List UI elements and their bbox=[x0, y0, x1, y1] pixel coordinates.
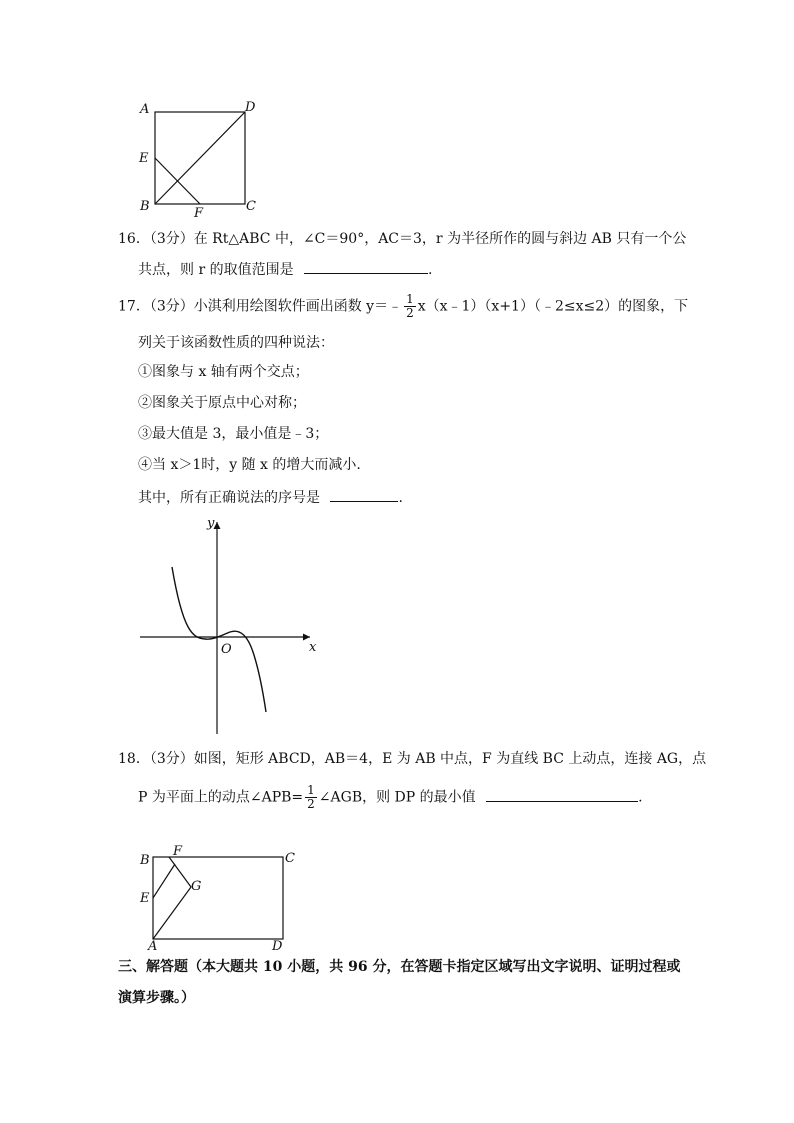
q17-text-1a: 小淇利用绘图软件画出函数 y＝﹣ bbox=[193, 298, 403, 315]
section3-text-1: 三、解答题（本大题共 10 小题，共 96 分，在答题卡指定区域写出文字说明、证明过程或 bbox=[118, 959, 681, 975]
q18-frac-num: 1 bbox=[307, 783, 315, 797]
q17-fraction bbox=[404, 293, 416, 320]
q17-period: . bbox=[398, 490, 403, 506]
label-b: B bbox=[140, 853, 150, 868]
figure-rectangle-abcd bbox=[135, 842, 305, 954]
q18-answer-blank[interactable] bbox=[486, 787, 638, 802]
q17-text-1b: x（x﹣1）（x+1）（﹣2≤x≤2）的图象，下 bbox=[417, 298, 689, 315]
q16-period: . bbox=[428, 262, 433, 278]
q17-number: 17．（3分） bbox=[118, 298, 194, 315]
figure-cubic-graph bbox=[135, 512, 335, 742]
q16-text-2: 共点，则 r 的取值范围是 bbox=[138, 262, 294, 278]
section3-line2 bbox=[118, 988, 195, 1008]
q16-line2 bbox=[138, 259, 433, 280]
q17-line1 bbox=[118, 293, 688, 320]
q17-text-2: 列关于该函数性质的四种说法： bbox=[138, 335, 334, 351]
q18-text-2a: P 为平面上的动点∠APB= bbox=[138, 789, 304, 806]
q17-item-1-text: ①图象与 x 轴有两个交点； bbox=[138, 364, 309, 380]
section3-line1 bbox=[118, 957, 680, 977]
cubic-curve bbox=[172, 567, 266, 712]
segment-bd bbox=[155, 112, 245, 204]
origin-label: O bbox=[221, 642, 232, 657]
label-f: F bbox=[173, 844, 183, 859]
q17-frac-num: 1 bbox=[406, 292, 414, 306]
label-d: D bbox=[272, 939, 283, 954]
q18-frac-den: 2 bbox=[307, 797, 315, 811]
rectangle-outline bbox=[153, 857, 283, 939]
q18-text-2b: ∠AGB，则 DP 的最小值 bbox=[318, 789, 476, 806]
q17-item-4 bbox=[138, 455, 361, 475]
x-axis-label: x bbox=[309, 640, 317, 655]
q17-line2 bbox=[138, 333, 334, 353]
label-a: A bbox=[148, 939, 158, 954]
q16-number: 16．（3分） bbox=[118, 231, 194, 247]
figure-square-abcd bbox=[130, 95, 270, 220]
label-b: B bbox=[140, 199, 150, 214]
label-e: E bbox=[140, 891, 150, 906]
label-e: E bbox=[139, 151, 149, 166]
q17-frac-den: 2 bbox=[406, 306, 414, 320]
q18-line1 bbox=[118, 749, 706, 769]
q16-answer-blank[interactable] bbox=[304, 259, 428, 274]
q17-item-2 bbox=[138, 393, 306, 413]
segment-eg bbox=[153, 864, 175, 898]
q17-answer-text: 其中，所有正确说法的序号是 bbox=[138, 490, 320, 506]
q16-line1 bbox=[118, 229, 686, 249]
label-c: C bbox=[285, 851, 295, 866]
label-c: C bbox=[246, 199, 256, 214]
section3-text-2: 演算步骤。） bbox=[118, 990, 195, 1006]
q18-period: . bbox=[638, 789, 643, 806]
label-g: G bbox=[191, 879, 202, 894]
label-a: A bbox=[140, 102, 150, 117]
label-d: D bbox=[245, 100, 256, 115]
label-f: F bbox=[194, 206, 204, 220]
q18-fraction bbox=[305, 784, 317, 811]
q17-item-3 bbox=[138, 424, 328, 444]
segment-ag bbox=[153, 887, 191, 939]
q17-item-2-text: ②图象关于原点中心对称； bbox=[138, 395, 306, 411]
y-axis-label: y bbox=[207, 516, 215, 531]
q17-item-1 bbox=[138, 362, 309, 382]
q17-item-3-text: ③最大值是 3，最小值是﹣3； bbox=[138, 426, 329, 442]
q18-text-1: 如图，矩形 ABCD，AB＝4，E 为 AB 中点，F 为直线 BC 上动点，连接 AG，点 bbox=[193, 751, 707, 767]
q16-text-1: 在 Rt△ABC 中，∠C＝90°，AC＝3，r 为半径所作的圆与斜边 AB 只有一个公 bbox=[193, 231, 687, 247]
q17-answer-line bbox=[138, 487, 403, 508]
q17-answer-blank[interactable] bbox=[330, 487, 398, 502]
q18-number: 18．（3分） bbox=[118, 751, 194, 767]
segment-fg bbox=[169, 857, 191, 887]
q18-line2 bbox=[138, 784, 643, 811]
q17-item-4-text: ④当 x＞1时，y 随 x 的增大而减小. bbox=[138, 457, 361, 473]
